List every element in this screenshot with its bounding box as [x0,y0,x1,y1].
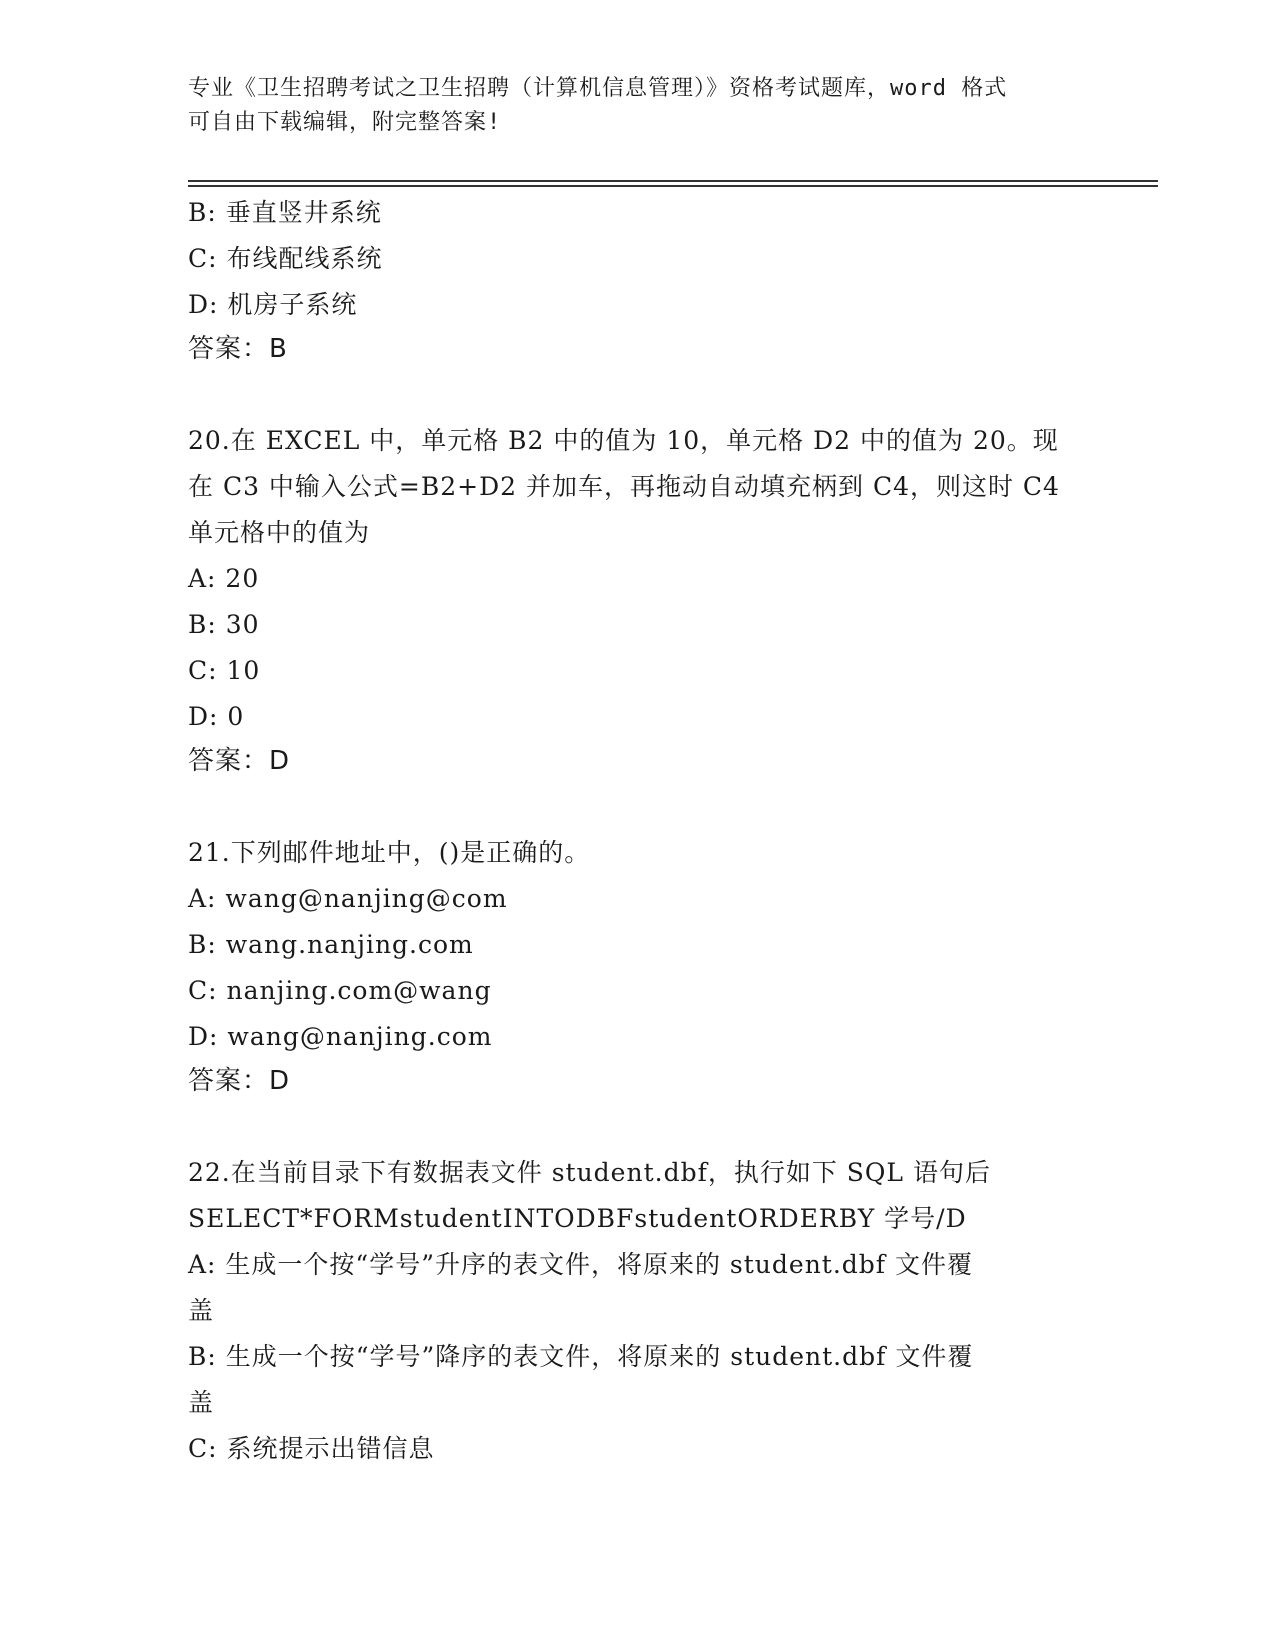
question-text-line: 21.下列邮件地址中，()是正确的。 [188,838,591,867]
option-c: C: 10 [188,656,261,685]
option-a: A: 生成一个按“学号”升序的表文件，将原来的 student.dbf 文件覆 [188,1250,974,1279]
document-header [188,72,1088,140]
option-d: D: 机房子系统 [188,290,358,319]
answer-line: 答案：D [188,746,291,776]
option-c: C: nanjing.com@wang [188,976,492,1005]
answer-line: 答案：D [188,1066,291,1096]
question-text-line: 20.在 EXCEL 中，单元格 B2 中的值为 10，单元格 D2 中的值为 20。现 [188,426,1059,455]
option-a: A: 20 [188,564,260,593]
question-22 [188,1150,1088,1472]
question-text-line: 22.在当前目录下有数据表文件 student.dbf，执行如下 SQL 语句后 [188,1158,991,1187]
option-d: D: 0 [188,702,245,731]
option-b: B: 生成一个按“学号”降序的表文件，将原来的 student.dbf 文件覆 [188,1342,974,1371]
answer-line: 答案：B [188,334,288,364]
header-title-line-2: 可自由下载编辑，附完整答案! [188,110,502,135]
option-b: B: 30 [188,610,260,639]
question-20 [188,418,1088,782]
question-text-line: 在 C3 中输入公式=B2+D2 并加车，再拖动自动填充柄到 C4，则这时 C4 [188,472,1060,501]
option-a-continued: 盖 [188,1296,215,1325]
option-c: C: 系统提示出错信息 [188,1434,435,1463]
option-b: B: 垂直竖井系统 [188,198,382,227]
header-title-line-1: 专业《卫生招聘考试之卫生招聘（计算机信息管理）》资格考试题库，word 格式 [188,76,1008,101]
option-d: D: wang@nanjing.com [188,1022,493,1051]
header-divider-top [188,180,1158,182]
header-divider-bottom [188,185,1158,187]
option-b: B: wang.nanjing.com [188,930,474,959]
spacer [188,782,1088,830]
option-c: C: 布线配线系统 [188,244,383,273]
option-a: A: wang@nanjing@com [188,884,508,913]
spacer [188,1102,1088,1150]
spacer [188,370,1088,418]
option-b-continued: 盖 [188,1388,215,1417]
question-text-line: SELECT*FORMstudentINTODBFstudentORDERBY 学号/D [188,1204,967,1233]
question-21 [188,830,1088,1102]
question-text-line: 单元格中的值为 [188,518,371,547]
previous-question-fragment [188,190,1088,370]
question-content [188,190,1088,1472]
